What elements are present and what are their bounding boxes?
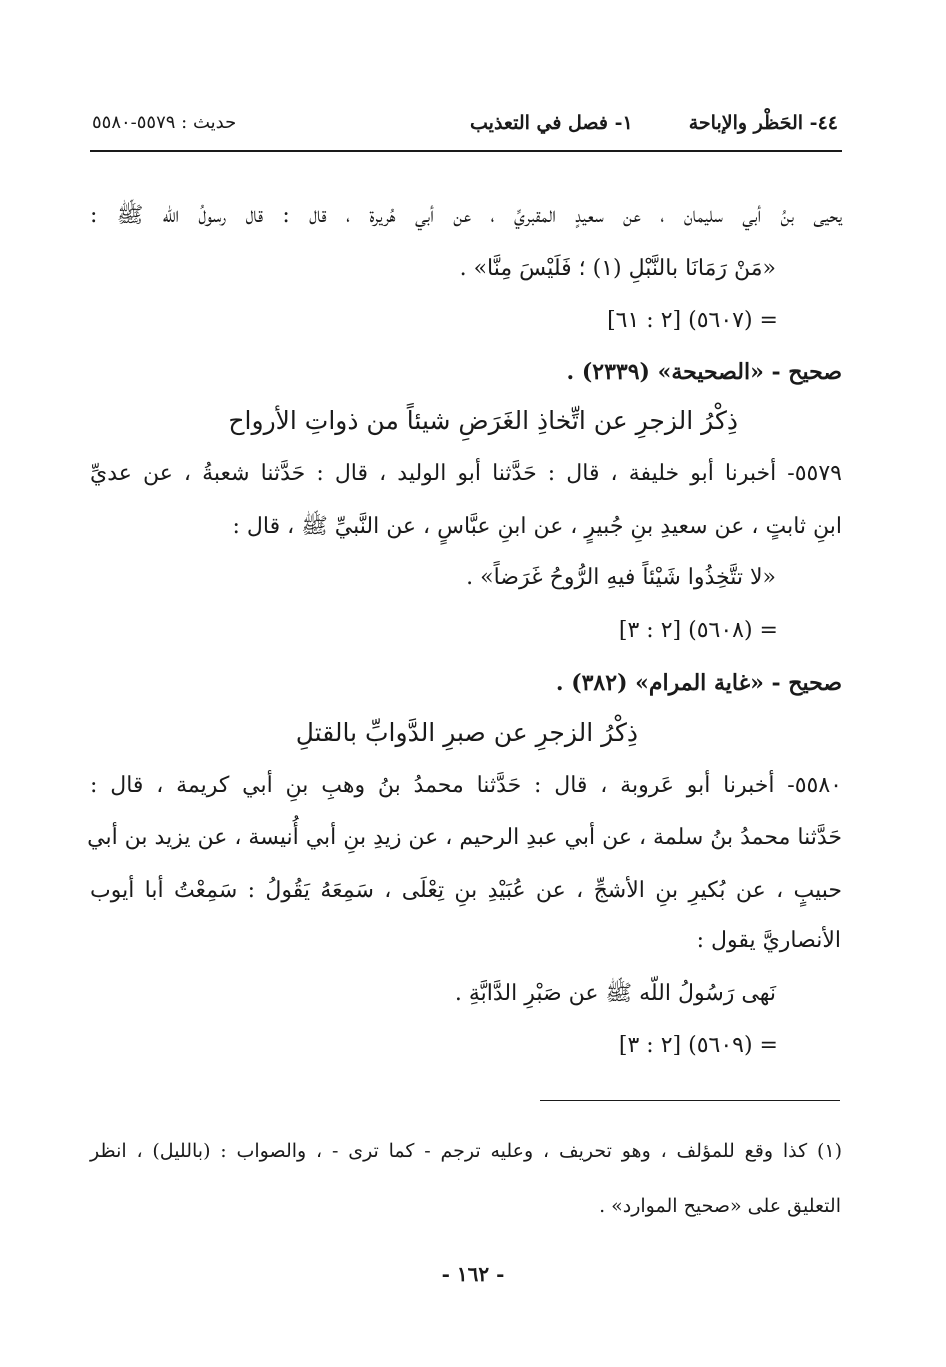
grading-line: صحيح - «غاية المرام» (٣٨٢) . [555, 670, 842, 696]
text-line: حَدَّثنا محمدُ بنُ سلمة ، عن أبي عبدِ الرحيم ، عن زيدِ بنِ أبي أُنيسة ، عن يزيد بن أبي [87, 825, 842, 850]
running-header-chapter: ١- فصل في التعذيب [470, 112, 633, 134]
section-heading: ذِكْرُ الزجرِ عن صبرِ الدَّوابِّ بالقتلِ [295, 718, 638, 747]
page-number: - ١٦٢ - [441, 1262, 505, 1286]
text-line: ٥٥٨٠- أخبرنا أبو عَروبة ، قال : حَدَّثنا محمدُ بنُ وهبِ بنِ أبي كريمة ، قال : [90, 773, 842, 798]
text-line: الأنصاريَّ يقول : [696, 928, 841, 953]
text-line: يحيى بنُ أبي سليمان ، عن سعيدٍ المقبريِّ ، عن أبي هُريرة ، قال : قال رسولُ اللّه ﷺ : [90, 203, 842, 228]
cross-reference: = (٥٦٠٧) [٢ : ٦١] [607, 308, 778, 333]
cross-reference: = (٥٦٠٩) [٢ : ٣] [618, 1033, 778, 1058]
text-line: ٥٥٧٩- أخبرنا أبو خليفة ، قال : حَدَّثنا أبو الوليد ، قال : حَدَّثنا شعبةُ ، عن عديِّ [90, 461, 842, 486]
footnote-text: (١) كذا وقع للمؤلف ، وهو تحريف ، وعليه ترجم - كما ترى - ، والصواب : (بالليل) ، انظر [90, 1140, 842, 1162]
hadith-text: «مَنْ رَمَانَا بالنَّبْلِ (١) ؛ فَلَيْسَ مِنَّا» . [459, 256, 776, 281]
section-heading: ذِكْرُ الزجرِ عن اتِّخاذِ الغَرَضِ شيئاً من ذواتِ الأرواح [228, 406, 738, 435]
header-rule [90, 150, 842, 152]
text-line: ابنِ ثابتٍ ، عن سعيدِ بنِ جُبيرٍ ، عن ابنِ عبَّاسٍ ، عن النَّبيِّ ﷺ ، قال : [232, 514, 842, 539]
hadith-text: نَهى رَسُولُ اللّه ﷺ عن صَبْرِ الدَّابَّةِ . [454, 981, 776, 1006]
grading-line: صحيح - «الصحيحة» (٢٣٣٩) . [566, 359, 842, 385]
running-header-book: ٤٤- الحَظْر والإباحة [688, 112, 838, 134]
cross-reference: = (٥٦٠٨) [٢ : ٣] [618, 618, 778, 643]
footnote-text: التعليق على «صحيح الموارد» . [599, 1195, 841, 1217]
running-header-hadith-range: حديث : ٥٥٧٩-٥٥٨٠ [92, 112, 237, 133]
hadith-text: «لا تتَّخِذُوا شَيْئاً فيهِ الرُّوحُ غَرَضاً» . [466, 565, 776, 590]
text-line: حبيبٍ ، عن بُكيرِ بنِ الأشجِّ ، عن عُبَيْدِ بنِ تِعْلَى ، سَمِعَهُ يَقُولُ : سَمِعْتُ أبا أيوب [90, 878, 842, 903]
footnote-separator [540, 1100, 840, 1101]
